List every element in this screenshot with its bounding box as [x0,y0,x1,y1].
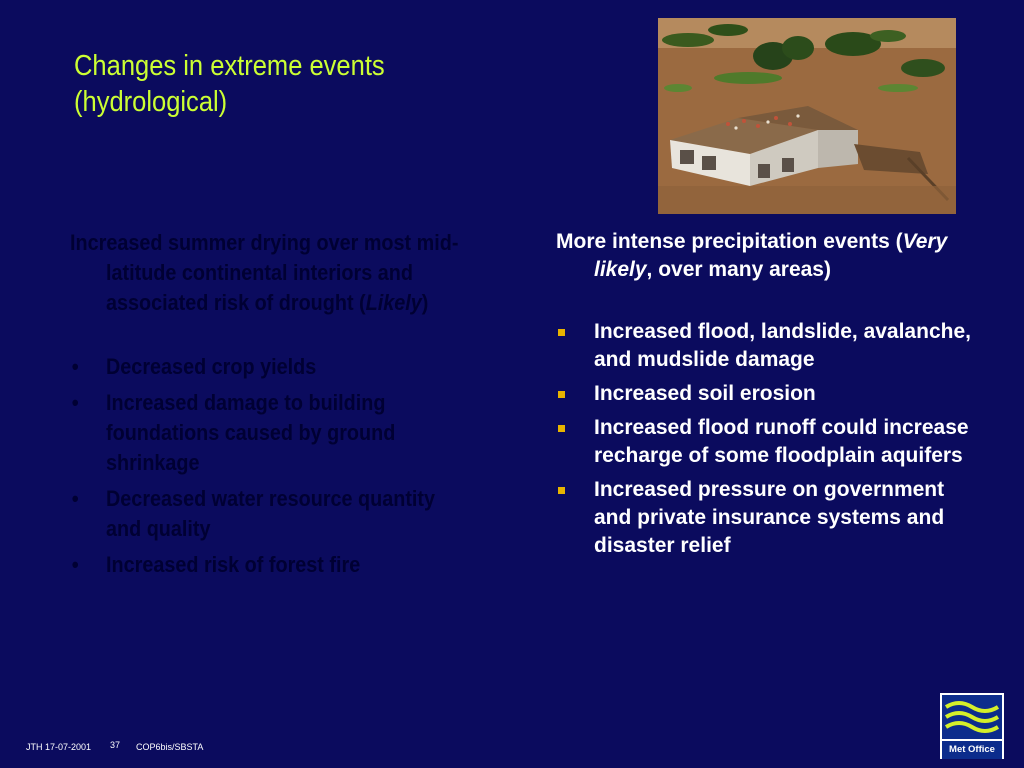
right-lead-paragraph: More intense precipitation events (Very likely, over many areas) [556,230,948,281]
bullet-dot-icon: • [71,552,79,577]
bullet-square-icon [558,487,565,494]
list-item [70,352,466,382]
right-bullet-text: Increased flood runoff could increase recharge of some floodplain aquifers [594,416,969,467]
met-office-waves-icon [942,695,1002,739]
slide-title [74,48,385,120]
left-lead-paragraph: Increased summer drying over most mid-latitude continental interiors and associated risk of drought (Likely) [70,230,459,315]
right-lead-suffix: , over many areas) [646,258,831,281]
left-lead-text: Increased summer drying over most mid-latitude continental interiors and associated risk of drought [70,230,459,315]
left-bullet-list [70,352,466,580]
right-column [556,228,976,566]
footer-event: COP6bis/SBSTA [136,742,204,752]
bullet-square-icon [558,329,565,336]
slide-title-line-1: Changes in extreme events [74,50,385,82]
left-bullet-text: Increased risk of forest fire [106,552,361,577]
list-item [556,476,976,560]
list-item [70,550,466,580]
right-bullet-text: Increased pressure on government and private insurance systems and disaster relief [594,478,945,557]
list-item [556,380,976,408]
left-bullet-text: Increased damage to building foundations caused by ground shrinkage [106,390,396,475]
list-item [556,414,976,470]
right-bullet-text: Increased soil erosion [594,382,816,405]
bullet-dot-icon: • [71,354,79,379]
right-lead-likelihood: Very likely [594,230,948,281]
bullet-dot-icon: • [71,486,79,511]
flood-photo [658,18,956,214]
list-item [556,318,976,374]
left-bullet-text: Decreased crop yields [106,354,317,379]
right-bullet-text: Increased flood, landslide, avalanche, and mudslide damage [594,320,971,371]
left-column [70,228,466,586]
met-office-logo-text: Met Office [942,739,1002,759]
bullet-dot-icon: • [71,390,79,415]
left-bullet-text: Decreased water resource quantity and quality [106,486,436,541]
left-lead-likelihood: Likely [365,290,422,315]
right-bullet-list [556,318,976,560]
slide-title-line-2: (hydrological) [74,86,228,118]
bullet-square-icon [558,391,565,398]
footer-page-number: 37 [110,740,121,750]
flood-photo-image [658,18,956,214]
list-item [70,388,466,478]
right-lead-text: More intense precipitation events [556,230,890,253]
list-item [70,484,466,544]
bullet-square-icon [558,425,565,432]
met-office-logo [940,693,1004,759]
footer-author-date: JTH 17-07-2001 [26,742,92,752]
